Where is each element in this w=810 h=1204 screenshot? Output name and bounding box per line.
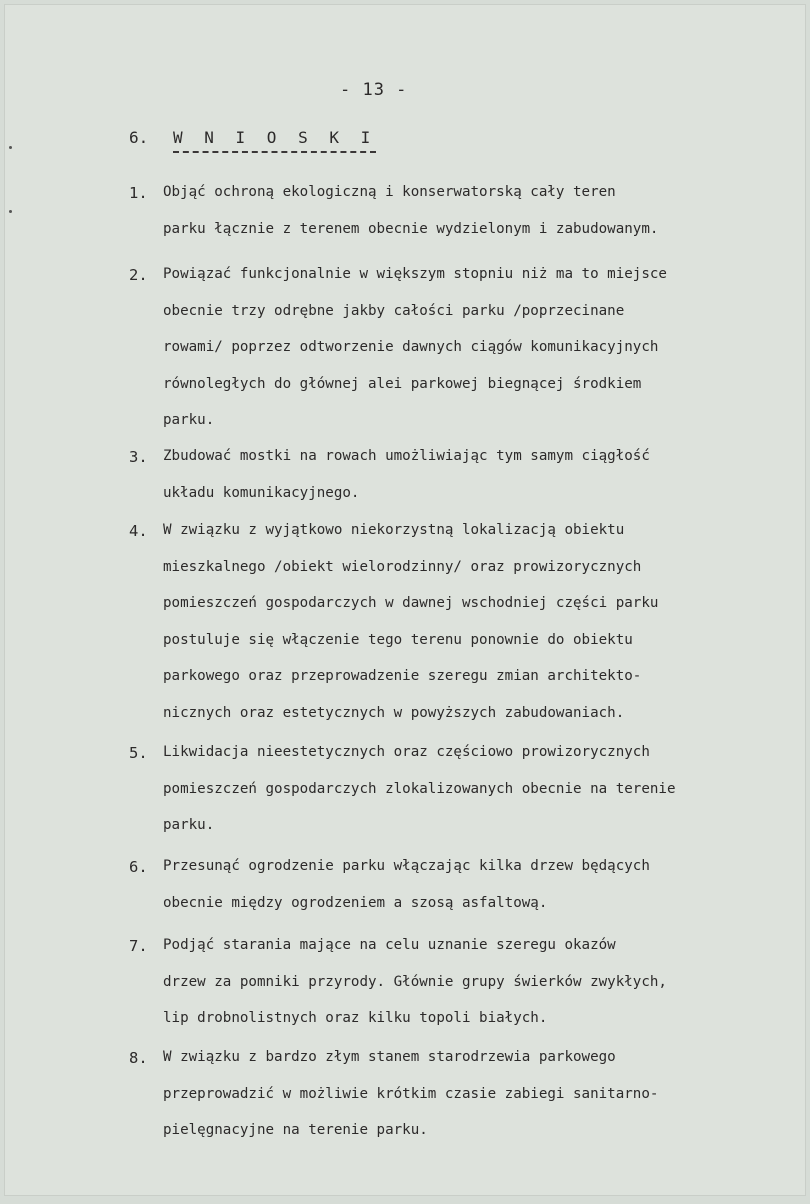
margin-mark [9,210,12,213]
item-number: 3. [129,448,148,466]
item-number: 1. [129,184,148,202]
list-item [129,858,779,921]
item-text: Podjąć starania mające na celu uznanie szeregu okazów drzew za pomniki przyrody. Głównie grupy świerków zwykłych, lip drobnolistnych oraz kilku topoli białych. [163,937,667,1026]
list-item [129,184,779,247]
item-text: Likwidacja nieestetycznych oraz częściowo prowizorycznych pomieszczeń gospodarczych zlokalizowanych obecnie na terenie parku. [163,744,676,833]
list-item [129,266,779,439]
item-number: 6. [129,858,148,876]
item-text: W związku z bardzo złym stanem starodrzewia parkowego przeprowadzić w możliwie krótkim czasie zabiegi sanitarno- pielęgnacyjne na terenie parku. [163,1049,659,1138]
list-item [129,744,779,844]
item-text: Powiązać funkcjonalnie w większym stopniu niż ma to miejsce obecnie trzy odrębne jakby całości parku /poprzecinane rowami/ poprzez odtworzenie dawnych ciągów komunikacyjnych równoległych do głównej alei parkowej biegnącej środkiem parku. [163,266,667,428]
page-number: - 13 - [340,80,408,100]
document-page [4,4,806,1196]
item-text: Objąć ochroną ekologiczną i konserwatorską cały teren parku łącznie z terenem obecnie wydzielonym i zabudowanym. [163,184,659,237]
item-text: Zbudować mostki na rowach umożliwiając tym samym ciągłość układu komunikacyjnego. [163,448,650,501]
item-number: 8. [129,1049,148,1067]
item-number: 5. [129,744,148,762]
item-text: Przesunąć ogrodzenie parku włączając kilka drzew będących obecnie między ogrodzeniem a szosą asfaltową. [163,858,650,911]
list-item [129,448,779,511]
section-title: W N I O S K I [173,128,376,153]
item-number: 2. [129,266,148,284]
section-number: 6. [129,128,149,147]
list-item [129,522,779,731]
list-item [129,1049,779,1149]
list-item [129,937,779,1037]
item-number: 4. [129,522,148,540]
section-heading [129,128,376,147]
item-text: W związku z wyjątkowo niekorzystną lokalizacją obiektu mieszkalnego /obiekt wielorodzinny/ oraz prowizorycznych pomieszczeń gospodarczych w dawnej wschodniej części parku postuluje się włączenie tego terenu ponownie do obiektu parkowego oraz przeprowadzenie szeregu zmian architekto- nicznych oraz estetycznych w powyższych zabudowaniach. [163,522,659,721]
item-number: 7. [129,937,148,955]
margin-mark [9,146,12,149]
